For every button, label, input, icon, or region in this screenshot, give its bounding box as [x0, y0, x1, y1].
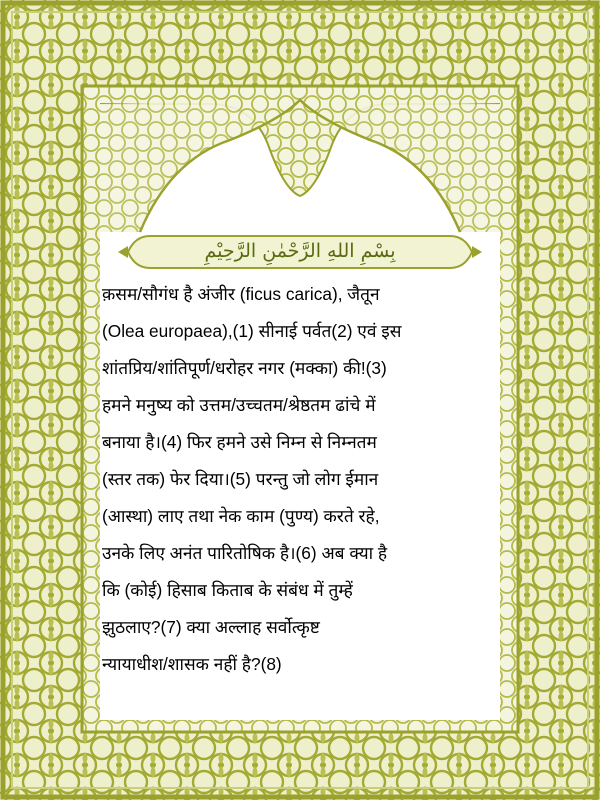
- passage-line-9: कि (कोई) हिसाब किताब के संबंध में तुम्हें: [102, 580, 353, 600]
- passage-line-8: उनके लिए अनंत पारितोषिक है।(6) अब क्या है: [102, 543, 388, 563]
- passage-line-11: न्यायाधीश/शासक नहीं है?(8): [102, 654, 282, 674]
- bismillah-banner: [140, 236, 460, 266]
- bismillah-text: بِسْمِ اللهِ الرَّحْمٰنِ الرَّحِيْمِ: [204, 240, 396, 262]
- passage-line-7: (आस्था) लाए तथा नेक काम (पुण्य) करते रहे,: [102, 506, 380, 526]
- passage-line-1: क़सम/सौगंध है अंजीर (ficus carica), जैतून: [102, 284, 380, 304]
- passage-text: [102, 276, 502, 683]
- passage-line-3: शांतप्रिय/शांतिपूर्ण/धरोहर नगर (मक्का) की!(3): [102, 358, 387, 378]
- passage-line-5: बनाया है।(4) फिर हमने उसे निम्न से निम्नतम: [102, 432, 377, 452]
- passage-line-6: (स्तर तक) फेर दिया।(5) परन्तु जो लोग ईमान: [102, 469, 379, 489]
- passage-line-4: हमने मनुष्य को उत्तम/उच्चतम/श्रेष्ठतम ढांचे में: [102, 395, 376, 415]
- passage-line-2: (Olea europaea),(1) सीनाई पर्वत(2) एवं इस: [102, 321, 402, 341]
- passage-line-10: झुठलाए?(7) क्या अल्लाह सर्वोत्कृष्ट: [102, 617, 320, 637]
